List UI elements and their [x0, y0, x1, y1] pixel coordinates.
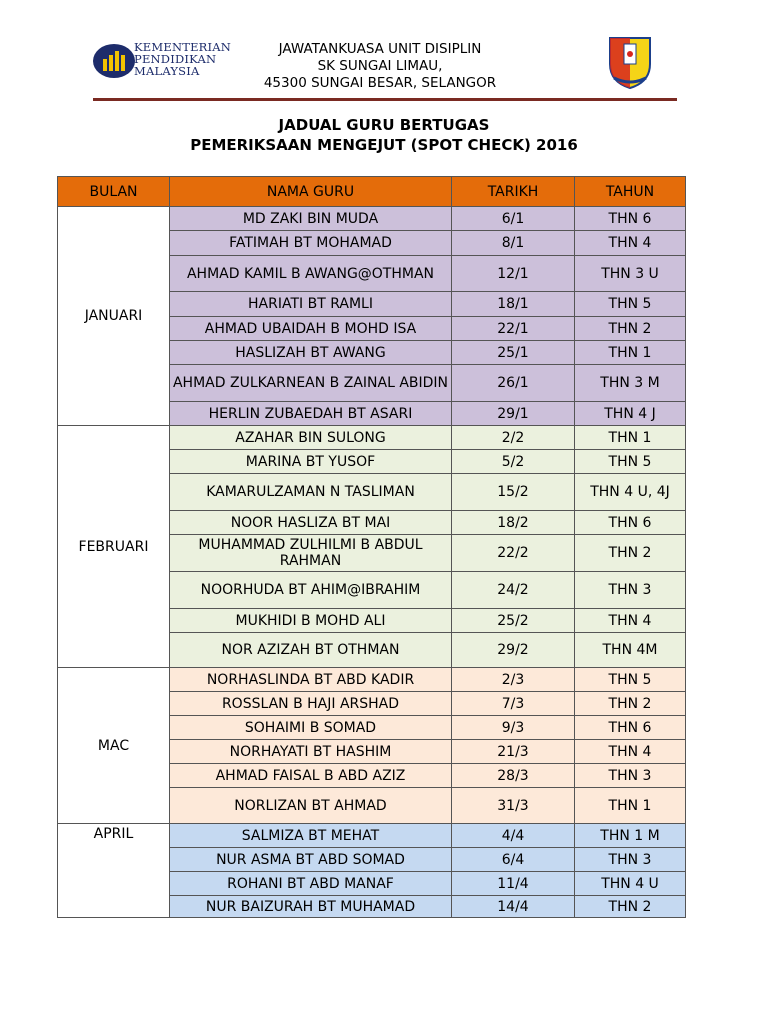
- date-cell: 6/4: [452, 848, 575, 872]
- teacher-name-cell: MD ZAKI BIN MUDA: [170, 207, 452, 231]
- teacher-name-cell: AHMAD UBAIDAH B MOHD ISA: [170, 317, 452, 341]
- teacher-name-cell: NORHASLINDA BT ABD KADIR: [170, 668, 452, 692]
- document-title: JADUAL GURU BERTUGAS: [278, 116, 490, 134]
- teacher-name-cell: AZAHAR BIN SULONG: [170, 426, 452, 450]
- column-header-name: NAMA GURU: [170, 177, 452, 207]
- teacher-name-cell: ROHANI BT ABD MANAF: [170, 872, 452, 896]
- table-row: [58, 426, 686, 450]
- month-cell: FEBRUARI: [58, 426, 170, 668]
- date-cell: 18/1: [452, 292, 575, 317]
- class-cell: THN 5: [575, 450, 686, 474]
- class-cell: THN 4: [575, 740, 686, 764]
- teacher-name-cell: HERLIN ZUBAEDAH BT ASARI: [170, 402, 452, 426]
- school-name: SK SUNGAI LIMAU,: [317, 58, 443, 74]
- teacher-name-cell: MUHAMMAD ZULHILMI B ABDUL RAHMAN: [170, 535, 452, 572]
- date-cell: 14/4: [452, 896, 575, 918]
- header-divider: [93, 98, 677, 101]
- date-cell: 29/1: [452, 402, 575, 426]
- table-row: [58, 207, 686, 231]
- class-cell: THN 3: [575, 572, 686, 609]
- class-cell: THN 6: [575, 207, 686, 231]
- ministry-logo-line: PENDIDIKAN: [134, 52, 217, 66]
- date-cell: 5/2: [452, 450, 575, 474]
- date-cell: 25/1: [452, 341, 575, 365]
- teacher-name-cell: HARIATI BT RAMLI: [170, 292, 452, 317]
- date-cell: 2/2: [452, 426, 575, 450]
- class-cell: THN 5: [575, 668, 686, 692]
- date-cell: 4/4: [452, 824, 575, 848]
- class-cell: THN 5: [575, 292, 686, 317]
- table-row: [58, 824, 686, 848]
- column-header-date: TARIKH: [452, 177, 575, 207]
- teacher-name-cell: SOHAIMI B SOMAD: [170, 716, 452, 740]
- class-cell: THN 1 M: [575, 824, 686, 848]
- date-cell: 12/1: [452, 256, 575, 292]
- date-cell: 29/2: [452, 633, 575, 668]
- teacher-name-cell: NUR BAIZURAH BT MUHAMAD: [170, 896, 452, 918]
- date-cell: 9/3: [452, 716, 575, 740]
- date-cell: 21/3: [452, 740, 575, 764]
- class-cell: THN 1: [575, 341, 686, 365]
- teacher-name-cell: SALMIZA BT MEHAT: [170, 824, 452, 848]
- teacher-name-cell: MARINA BT YUSOF: [170, 450, 452, 474]
- class-cell: THN 3 U: [575, 256, 686, 292]
- table-row: [58, 668, 686, 692]
- teacher-name-cell: NORLIZAN BT AHMAD: [170, 788, 452, 824]
- teacher-name-cell: NORHAYATI BT HASHIM: [170, 740, 452, 764]
- class-cell: THN 4M: [575, 633, 686, 668]
- class-cell: THN 4: [575, 231, 686, 256]
- class-cell: THN 1: [575, 426, 686, 450]
- class-cell: THN 4 U: [575, 872, 686, 896]
- month-cell: APRIL: [58, 824, 170, 918]
- class-cell: THN 4: [575, 609, 686, 633]
- teacher-name-cell: AHMAD FAISAL B ABD AZIZ: [170, 764, 452, 788]
- date-cell: 22/1: [452, 317, 575, 341]
- date-cell: 28/3: [452, 764, 575, 788]
- teacher-name-cell: ROSSLAN B HAJI ARSHAD: [170, 692, 452, 716]
- document-subtitle: PEMERIKSAAN MENGEJUT (SPOT CHECK) 2016: [190, 136, 578, 154]
- school-header: [230, 41, 530, 92]
- teacher-name-cell: AHMAD ZULKARNEAN B ZAINAL ABIDIN: [170, 365, 452, 402]
- date-cell: 6/1: [452, 207, 575, 231]
- date-cell: 7/3: [452, 692, 575, 716]
- table-header-row: [58, 177, 686, 207]
- class-cell: THN 3: [575, 764, 686, 788]
- date-cell: 18/2: [452, 511, 575, 535]
- date-cell: 22/2: [452, 535, 575, 572]
- month-cell: MAC: [58, 668, 170, 824]
- teacher-name-cell: NOOR HASLIZA BT MAI: [170, 511, 452, 535]
- date-cell: 15/2: [452, 474, 575, 511]
- date-cell: 31/3: [452, 788, 575, 824]
- ministry-logo-line: KEMENTERIAN: [134, 40, 232, 54]
- class-cell: THN 3: [575, 848, 686, 872]
- teacher-name-cell: FATIMAH BT MOHAMAD: [170, 231, 452, 256]
- column-header-class: TAHUN: [575, 177, 686, 207]
- date-cell: 2/3: [452, 668, 575, 692]
- class-cell: THN 4 U, 4J: [575, 474, 686, 511]
- class-cell: THN 6: [575, 511, 686, 535]
- class-cell: THN 2: [575, 692, 686, 716]
- class-cell: THN 2: [575, 535, 686, 572]
- teacher-name-cell: NOR AZIZAH BT OTHMAN: [170, 633, 452, 668]
- class-cell: THN 1: [575, 788, 686, 824]
- date-cell: 26/1: [452, 365, 575, 402]
- teacher-name-cell: AHMAD KAMIL B AWANG@OTHMAN: [170, 256, 452, 292]
- date-cell: 25/2: [452, 609, 575, 633]
- teacher-name-cell: MUKHIDI B MOHD ALI: [170, 609, 452, 633]
- teacher-name-cell: NOORHUDA BT AHIM@IBRAHIM: [170, 572, 452, 609]
- ministry-emblem-icon: [92, 42, 136, 80]
- ministry-logo-text: [134, 41, 231, 77]
- date-cell: 8/1: [452, 231, 575, 256]
- school-address: 45300 SUNGAI BESAR, SELANGOR: [263, 75, 497, 91]
- date-cell: 24/2: [452, 572, 575, 609]
- teacher-name-cell: HASLIZAH BT AWANG: [170, 341, 452, 365]
- duty-roster-table: [57, 176, 686, 918]
- ministry-logo-line: MALAYSIA: [134, 64, 200, 78]
- committee-name: JAWATANKUASA UNIT DISIPLIN: [278, 41, 482, 57]
- class-cell: THN 3 M: [575, 365, 686, 402]
- class-cell: THN 2: [575, 896, 686, 918]
- class-cell: THN 2: [575, 317, 686, 341]
- school-crest-icon: [604, 34, 656, 90]
- ministry-logo: [92, 40, 232, 82]
- month-cell: JANUARI: [58, 207, 170, 426]
- date-cell: 11/4: [452, 872, 575, 896]
- class-cell: THN 4 J: [575, 402, 686, 426]
- teacher-name-cell: KAMARULZAMAN N TASLIMAN: [170, 474, 452, 511]
- class-cell: THN 6: [575, 716, 686, 740]
- column-header-month: BULAN: [58, 177, 170, 207]
- teacher-name-cell: NUR ASMA BT ABD SOMAD: [170, 848, 452, 872]
